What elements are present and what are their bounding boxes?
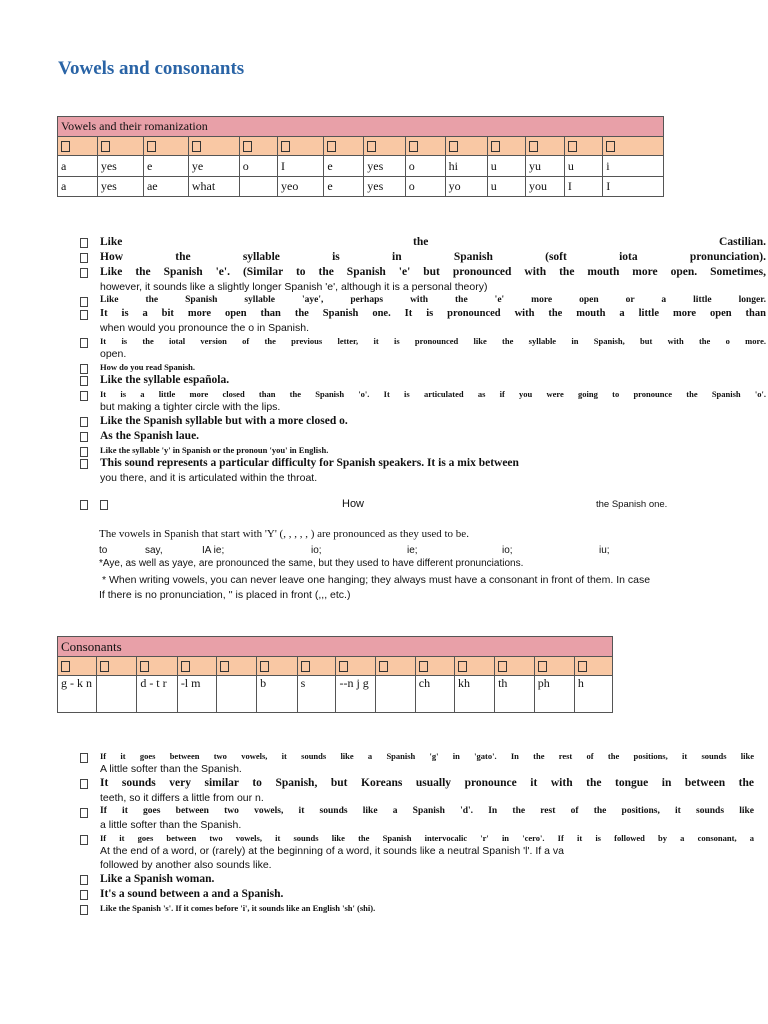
note-text: It sounds very similar to Spanish, but Koreans usually pronounce it with the tongue in between the [100,777,754,789]
note-text: How do you read Spanish. [100,362,196,372]
vowel-glyph-cell [526,137,565,156]
vowels-table [57,116,664,197]
vowel-glyph-cell [405,137,445,156]
note-item [80,872,754,887]
consonant-value-cell: b [257,676,298,713]
note-text: It is a little more closed than the Spanish 'o'. It is articulated as if you were going to pronounce the Spanish 'o'. [100,389,766,399]
vowel-glyph-cell [239,137,277,156]
note-continuation: a little softer than the Spanish. [100,819,242,831]
note-text: It's a sound between a and a Spanish. [100,888,284,900]
glyph-box-icon [419,661,428,672]
glyph-box-icon [243,141,252,152]
vowel-sound-cell: i [603,156,664,177]
bullet-box-icon [80,890,88,900]
note-text: Like the Spanish syllable but with a more closed o. [100,415,348,427]
consonants-table [57,636,613,713]
glyph-box-icon [498,661,507,672]
glyph-box-icon [379,661,388,672]
note-item [80,776,754,805]
consonant-glyph-cell [177,657,216,676]
vowel-glyph-cell [278,137,324,156]
writing-note-1: * When writing vowels, you can never leave one hanging; they always must have a consonant in front of them. In case [102,574,651,586]
aye-note: *Aye, as well as yaye, are pronounced the same, but they used to have different pronunciations. [99,558,524,569]
vowel-roman-cell: I [564,177,602,197]
note-text: Like the Castilian. [100,236,766,248]
consonant-glyph-row [58,657,613,676]
vowel-sound-cell: o [405,156,445,177]
note-text: Like the Spanish 'e'. (Similar to the Spanish 'e' but pronounced with the mouth more open. Sometimes, [100,266,766,278]
vowel-glyph-cell [58,137,98,156]
vowel-roman-cell: o [405,177,445,197]
consonant-glyph-cell [216,657,257,676]
note-item [80,265,766,294]
vowel-sound-cell: I [278,156,324,177]
vowel-roman-cell [239,177,277,197]
consonant-value-row [58,676,613,713]
vowel-glyph-cell [188,137,239,156]
vowel-sound-cell: ye [188,156,239,177]
consonant-value-cell: g - k n [58,676,97,713]
vowel-glyph-cell [487,137,525,156]
vowel-roman-cell: ae [143,177,188,197]
consonant-glyph-cell [574,657,612,676]
glyph-box-icon [101,141,110,152]
consonant-value-cell: kh [454,676,494,713]
how-right-label: the Spanish one. [596,499,668,510]
vowel-roman-cell: yo [445,177,487,197]
note-text: This sound represents a particular difficulty for Spanish speakers. It is a mix between [100,457,519,469]
note-item [80,250,766,265]
glyph-box-icon [100,661,109,672]
glyph-box-icon [491,141,500,152]
consonant-glyph-cell [58,657,97,676]
glyph-box-icon [409,141,418,152]
vowel-roman-cell: you [526,177,565,197]
glyph-box-icon [529,141,538,152]
vowel-sound-cell: o [239,156,277,177]
note-item [80,805,754,832]
note-text: As the Spanish laue. [100,430,200,442]
vowel-glyph-cell [364,137,405,156]
glyph-box-icon [327,141,336,152]
consonants-table-caption: Consonants [58,637,613,657]
bullet-box-icon [80,500,88,510]
consonant-glyph-cell [257,657,298,676]
bullet-box-icon [80,238,88,248]
vowel-notes-list [80,235,766,485]
consonant-glyph-cell [454,657,494,676]
note-text: Like the syllable 'y' in Spanish or the pronoun 'you' in English. [100,445,329,455]
note-item [80,294,766,307]
bullet-box-icon [80,268,88,278]
vowel-glyph-cell [97,137,143,156]
bullet-box-icon [80,835,88,845]
note-continuation: when would you pronounce the o in Spanish. [100,322,309,334]
note-text: It is the iotal version of the previous letter, it is pronounced like the syllable in Spanish, but with the o more. [100,336,766,346]
to-say-item: ie; [407,545,418,556]
consonant-value-cell: -l m [177,676,216,713]
consonant-glyph-cell [96,657,137,676]
glyph-box-icon [367,141,376,152]
to-say-item: IA ie; [202,545,225,556]
note-item [80,307,766,335]
bullet-box-icon [80,376,88,386]
note-continuation: however, it sounds like a slightly longer Spanish 'e', although it is a personal theory) [100,281,488,293]
how-label: How [342,498,365,510]
vowel-roman-cell: u [487,177,525,197]
glyph-box-icon [578,661,587,672]
note-text: Like the Spanish 's'. If it comes before 'i', it sounds like an English 'sh' (shi). [100,903,376,913]
note-text: If it goes between two vowels, it sounds like a Spanish 'g' in 'gato'. In the rest of the positions, it sounds like [100,751,754,761]
glyph-box-icon [260,661,269,672]
to-say-item: io; [311,545,322,556]
vowel-glyph-cell [603,137,664,156]
glyph-box-icon [281,141,290,152]
glyph-box-icon [301,661,310,672]
bullet-box-icon [80,875,88,885]
glyph-box-icon [220,661,229,672]
vowel-roman-cell: e [324,177,364,197]
vowel-sound-row [58,156,664,177]
glyph-box-icon [100,500,108,510]
note-continuation: teeth, so it differs a little from our n. [100,792,264,804]
note-item [80,235,766,250]
bullet-box-icon [80,432,88,442]
vowel-roman-cell: yeo [278,177,324,197]
note-continuation: At the end of a word, or (rarely) at the beginning of a word, it sounds like a neutral Spanish 'l'. If a va [100,845,564,857]
vowel-sound-cell: yes [364,156,405,177]
vowel-glyph-cell [564,137,602,156]
bullet-box-icon [80,338,88,348]
consonant-value-cell: d - t r [137,676,178,713]
glyph-box-icon [61,661,70,672]
note-text: If it goes between two vowels, it sounds like the Spanish intervocalic 'r' in 'cero'. If it is followed by a consonant, a [100,833,754,843]
note-text: It is a bit more open than the Spanish one. It is pronounced with the mouth a little more open than [100,308,766,319]
glyph-box-icon [449,141,458,152]
vowel-glyph-cell [324,137,364,156]
vowel-sound-cell: u [487,156,525,177]
to-say-item: io; [502,545,513,556]
note-item [80,373,766,388]
note-item [80,887,754,902]
vowel-roman-cell: yes [364,177,405,197]
vowel-sound-cell: e [143,156,188,177]
note-item [80,388,766,414]
glyph-box-icon [339,661,348,672]
consonant-value-cell: ch [415,676,454,713]
vowel-sound-cell: yu [526,156,565,177]
consonant-glyph-cell [297,657,336,676]
vowel-sound-cell: u [564,156,602,177]
glyph-box-icon [140,661,149,672]
note-item [80,902,754,914]
consonant-value-cell: --n j g [336,676,376,713]
bullet-box-icon [80,459,88,469]
bullet-box-icon [80,905,88,915]
glyph-box-icon [147,141,156,152]
vowel-glyph-row [58,137,664,156]
bullet-box-icon [80,779,88,789]
vowel-sound-cell: e [324,156,364,177]
glyph-box-icon [458,661,467,672]
note-text: Like a Spanish woman. [100,873,215,885]
note-item [80,414,766,429]
consonant-value-cell [216,676,257,713]
bullet-box-icon [80,391,88,401]
bullet-box-icon [80,310,88,320]
consonant-glyph-cell [137,657,178,676]
consonant-glyph-cell [495,657,535,676]
note-item [80,750,754,776]
note-item [80,335,766,361]
vowel-roman-cell: yes [97,177,143,197]
vowel-sound-cell: hi [445,156,487,177]
glyph-box-icon [568,141,577,152]
vowel-roman-cell: I [603,177,664,197]
glyph-box-icon [606,141,615,152]
vowel-roman-cell: a [58,177,98,197]
glyph-box-icon [61,141,70,152]
vowels-table-caption: Vowels and their romanization [58,117,664,137]
vowel-roman-cell: what [188,177,239,197]
consonant-glyph-cell [376,657,416,676]
note-continuation: but making a tighter circle with the lips. [100,401,281,413]
note-text: Like the Spanish syllable 'aye', perhaps with the 'e' more open or a little longer. [100,295,766,305]
note-item [80,456,766,485]
glyph-box-icon [181,661,190,672]
consonant-value-cell: th [495,676,535,713]
bullet-box-icon [80,808,88,818]
vowels-y-note: The vowels in Spanish that start with 'Y' (, , , , , ) are pronounced as they used to be. [99,528,469,540]
consonant-glyph-cell [534,657,574,676]
consonant-value-cell [376,676,416,713]
note-continuation: followed by another also sounds like. [100,859,272,871]
consonant-value-cell: h [574,676,612,713]
consonant-glyph-cell [415,657,454,676]
bullet-box-icon [80,297,88,307]
note-text: Like the syllable española. [100,374,230,386]
glyph-box-icon [192,141,201,152]
to-say-row [99,545,619,558]
vowel-sound-cell: yes [97,156,143,177]
consonant-notes-list [80,750,754,914]
vowel-sound-cell: a [58,156,98,177]
note-item [80,361,766,373]
page-title: Vowels and consonants [58,58,245,79]
to-say-item: say, [145,545,163,556]
note-text: How the syllable is in Spanish (soft iota pronunciation). [100,251,766,263]
glyph-box-icon [538,661,547,672]
consonant-value-cell: ph [534,676,574,713]
note-continuation: A little softer than the Spanish. [100,763,242,775]
consonant-glyph-cell [336,657,376,676]
consonant-value-cell [96,676,137,713]
to-say-item: to [99,545,108,556]
vowel-glyph-cell [143,137,188,156]
bullet-box-icon [80,417,88,427]
writing-note-2: If there is no pronunciation, '' is placed in front (,,, etc.) [99,589,351,601]
vowel-glyph-cell [445,137,487,156]
note-item [80,832,754,872]
how-line [80,498,760,512]
bullet-box-icon [80,253,88,263]
to-say-item: iu; [599,545,610,556]
note-item [80,429,766,444]
note-continuation: open. [100,348,127,360]
vowel-roman-row [58,177,664,197]
bullet-box-icon [80,753,88,763]
note-text: If it goes between two vowels, it sounds like a Spanish 'd'. In the rest of the positions, it sounds like [100,806,754,816]
note-continuation: you there, and it is articulated within the throat. [100,472,318,484]
note-item [80,444,766,456]
consonant-value-cell: s [297,676,336,713]
